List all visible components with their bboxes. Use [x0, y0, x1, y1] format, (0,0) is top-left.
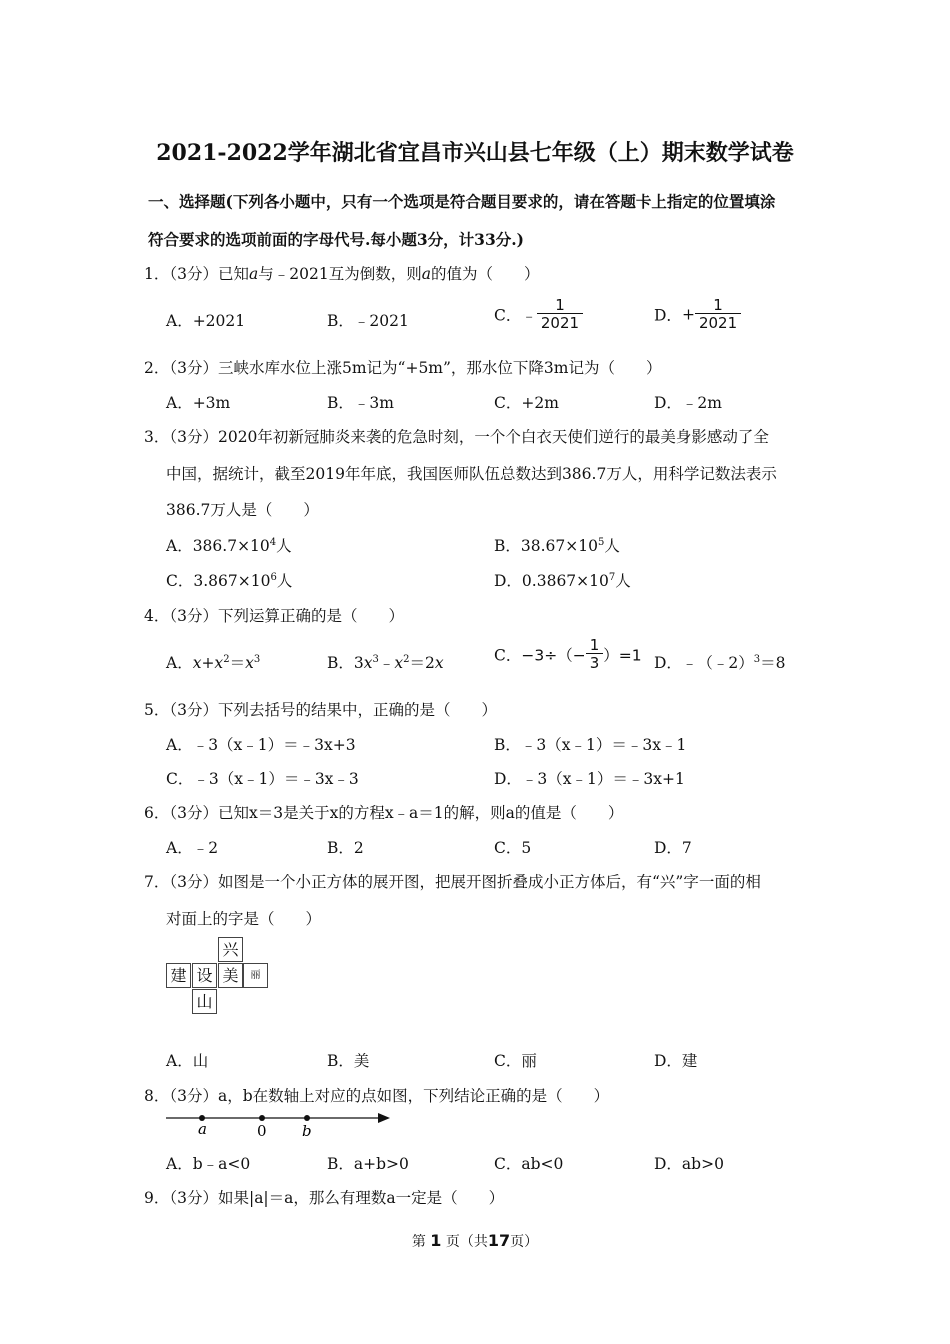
question-1: 1．（3分）已知a与﹣2021互为倒数，则a的值为（ ）	[144, 265, 540, 283]
q3-option-a: A．$386.7\times 10^4$人	[166, 536, 292, 555]
q8-option-b: B．a+b>0	[327, 1155, 409, 1173]
question-6: 6．（3分）已知x＝3是关于x的方程x﹣a＝1的解，则a的值是（ ）	[144, 804, 624, 822]
number-line-figure	[160, 1108, 400, 1142]
q5-option-d: D．﹣3（x﹣1）＝﹣3x+1	[494, 770, 685, 788]
q6-option-b: B．2	[327, 839, 364, 857]
question-7-line1: 7．（3分）如图是一个小正方体的展开图，把展开图折叠成小正方体后，有“兴”字一面的相	[144, 873, 761, 891]
q4-option-c: C．−3÷（− $\frac{1}{3}$ ）=1	[494, 636, 642, 672]
q7-option-b: B．美	[327, 1052, 370, 1070]
label-b: b	[302, 1122, 312, 1140]
q1-option-b: B．﹣2021	[327, 312, 409, 330]
q4-option-d: D．﹣（﹣2）$^3$＝8	[654, 653, 786, 672]
q6-option-d: D．7	[654, 839, 692, 857]
question-5: 5．（3分）下列去括号的结果中，正确的是（ ）	[144, 701, 497, 719]
question-3-line3: 386.7万人是（ ）	[166, 501, 319, 519]
q6-option-a: A．﹣2	[166, 839, 219, 857]
question-4: 4．（3分）下列运算正确的是（ ）	[144, 607, 404, 625]
q3-option-d: D．$0.3867\times 10^7$人	[494, 571, 631, 590]
q3-option-c: C．$3.867\times 10^6$人	[166, 571, 293, 590]
section-heading-line1: 一、选择题(下列各小题中，只有一个选项是符合题目要求的，请在答题卡上指定的位置填涂	[148, 192, 776, 211]
q3-option-b: B．$38.67\times 10^5$人	[494, 536, 620, 555]
q7-option-c: C．丽	[494, 1052, 537, 1070]
q4-option-a: A．$x+x^2=x^3$	[166, 653, 261, 672]
q8-option-c: C．ab<0	[494, 1155, 564, 1173]
question-3-line1: 3．（3分）2020年初新冠肺炎来袭的危急时刻，一个个白衣天使们逆行的最美身影感动了全	[144, 428, 769, 446]
fraction: $\frac{1}{2021}$	[537, 298, 583, 331]
q1-option-d: D．+ $\frac{1}{2021}$	[654, 298, 741, 331]
cube-face-xing: 兴	[218, 937, 243, 962]
q5-option-a: A．﹣3（x﹣1）＝﹣3x+3	[166, 736, 356, 754]
q2-option-b: B．﹣3m	[327, 394, 394, 412]
cube-face-she: 设	[192, 963, 217, 988]
fraction: $\frac{1}{3}$	[586, 638, 604, 671]
cube-face-mei: 美	[218, 963, 243, 988]
fraction: $\frac{1}{2021}$	[695, 298, 741, 331]
section-heading-line2: 符合要求的选项前面的字母代号.每小题3分，计33分.)	[148, 230, 524, 249]
question-3-line2: 中国，据统计，截至2019年年底，我国医师队伍总数达到386.7万人，用科学记数法表示	[166, 465, 777, 483]
cube-face-shan: 山	[192, 989, 217, 1014]
q2-option-d: D．﹣2m	[654, 394, 722, 412]
cube-face-jian: 建	[166, 963, 191, 988]
question-9: 9．（3分）如果|a|＝a，那么有理数a一定是（ ）	[144, 1189, 505, 1207]
question-7-line2: 对面上的字是（ ）	[166, 910, 322, 928]
label-zero: 0	[257, 1122, 267, 1140]
q2-option-a: A．+3m	[166, 394, 231, 412]
page-title: 2021-2022学年湖北省宜昌市兴山县七年级（上）期末数学试卷	[156, 140, 794, 166]
q7-option-d: D．建	[654, 1052, 698, 1070]
label-a: a	[198, 1120, 207, 1138]
q2-option-c: C．+2m	[494, 394, 559, 412]
question-2: 2．（3分）三峡水库水位上涨5m记为“+5m”，那水位下降3m记为（ ）	[144, 359, 662, 377]
q8-option-a: A．b﹣a<0	[166, 1155, 251, 1173]
q1-option-a: A．+2021	[166, 312, 246, 330]
q6-option-c: C．5	[494, 839, 532, 857]
q7-option-a: A．山	[166, 1052, 209, 1070]
cube-net-figure	[166, 937, 276, 1019]
q1-option-c: C．﹣ $\frac{1}{2021}$	[494, 298, 583, 331]
point-b	[304, 1115, 310, 1121]
arrow-head-icon	[378, 1113, 390, 1123]
q8-option-d: D．ab>0	[654, 1155, 724, 1173]
cube-face-li: 丽	[243, 963, 268, 988]
q4-option-b: B．$3x^3﹣x^2=2x$	[327, 653, 444, 672]
question-8: 8．（3分）a，b在数轴上对应的点如图，下列结论正确的是（ ）	[144, 1087, 610, 1105]
point-zero	[259, 1115, 265, 1121]
page-footer: 第 1 页（共17页）	[411, 1231, 539, 1250]
q5-option-b: B．﹣3（x﹣1）＝﹣3x﹣1	[494, 736, 687, 754]
q5-option-c: C．﹣3（x﹣1）＝﹣3x﹣3	[166, 770, 359, 788]
